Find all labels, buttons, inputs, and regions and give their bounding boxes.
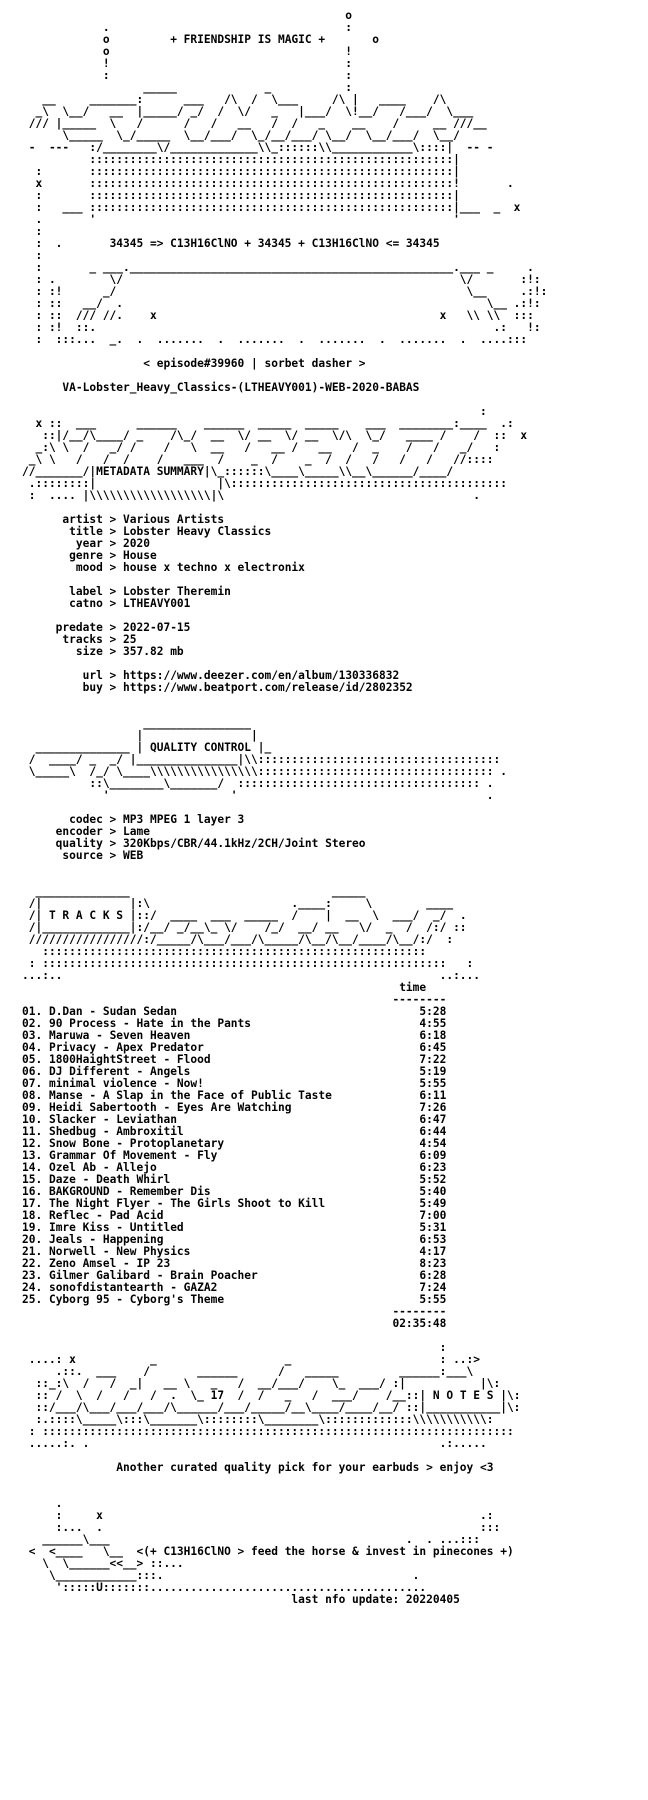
track-title: Grammar Of Movement - Fly	[48, 1149, 218, 1162]
track-time: 5:28	[419, 1005, 447, 1018]
track-number: 19.	[22, 1221, 49, 1234]
track-time: 7:22	[419, 1053, 447, 1066]
track-time: 6:18	[419, 1029, 447, 1042]
track-time: 6:28	[419, 1269, 447, 1282]
track-time: 6:53	[419, 1233, 447, 1246]
track-title: Heidi Sabertooth - Eyes Are Watching	[48, 1101, 292, 1114]
track-number: 20.	[22, 1233, 49, 1246]
track-number: 16.	[22, 1185, 49, 1198]
track-time: 5:55	[419, 1293, 447, 1306]
track-time: 6:23	[419, 1161, 447, 1174]
track-time: 8:23	[419, 1257, 447, 1270]
track-number: 01.	[22, 1005, 49, 1018]
notes-text: Another curated quality pick for your earbuds > enjoy <3	[116, 1461, 494, 1474]
meta-catno: LTHEAVY001	[123, 597, 191, 610]
track-time: 7:00	[419, 1209, 447, 1222]
track-time: 5:52	[419, 1173, 447, 1186]
track-number: 09.	[22, 1101, 49, 1114]
meta-mood: house x techno x electronix	[123, 561, 305, 574]
track-title: minimal violence - Now!	[48, 1077, 204, 1090]
meta-artist: Various Artists	[123, 513, 225, 526]
track-number: 08.	[22, 1089, 49, 1102]
quality-heading: QUALITY CONTROL	[149, 741, 252, 754]
meta-genre: House	[123, 549, 157, 562]
footer-line: <(+ C13H16ClNO > feed the horse & invest in pinecones +)	[136, 1545, 514, 1558]
track-time: 5:31	[419, 1221, 447, 1234]
track-number: 14.	[22, 1161, 49, 1174]
track-time: 6:44	[419, 1125, 447, 1138]
track-title: Jeals - Happening	[48, 1233, 164, 1246]
track-title: Zeno Amsel - IP 23	[48, 1257, 171, 1270]
track-title: D.Dan - Sudan Sedan	[48, 1005, 177, 1018]
track-number: 17.	[22, 1197, 49, 1210]
track-time: 5:55	[419, 1077, 447, 1090]
track-title: The Night Flyer - The Girls Shoot to Kill	[48, 1197, 326, 1210]
track-number: 25.	[22, 1293, 49, 1306]
meta-tracks: 25	[123, 633, 137, 646]
metadata-heading: METADATA SUMMARY	[96, 465, 204, 478]
meta-label: Lobster Theremin	[123, 585, 231, 598]
top-ascii-art: o . : o + FRIENDSHIP IS MAGIC + o o ! ! : : : _____ _ : __ _______: ___ /\ / \___ /\ | ____ /\ _\ \__/ __ |_____/ _/ / \/ _ |___/ \!__/ /___/ \___ /// |_____ \ / / / __ / / _ __ / __ ///__ \_____ \_/_____ \__/___/ \_/__/___/ \__/ \__/___/ \__/ - --- :/________\/_____________\\_::::::\\____________\::::| -- - ::::::::::::::::::::::::::::::::::::::::::::::::::::::| : ::::::::::::::::::::::::::::::::::::::::::::::::::::::| x ::::::::::::::::::::::::::::::::::::::::::::::::::::::! . : ::::::::::::::::::::::::::::::::::::::::::::::::::::::| : ___ ::::::::::::::::::::::::::::::::::::::::::::::::::::::|___ _ x . ' ' : : .	[28, 9, 521, 250]
nfo-document: o . : o + FRIENDSHIP IS MAGIC + o o ! ! : : : _____ _ : __ _______: ___ /\ / \___ /\ | ____ /\ _\ \__/ __ |_____/ _/ / \/ _ |___/ \!__/ /___/ \___ /// |_____ \ / / / __ / / _ __ / __ ///__ \_____ \_/_____ \__/___/ \_/__/___/ \__/ \__/___/ \__/ - --- :/________\/_____________\\_::::::\\____________\::::| -- - ::::::::::::::::::::::::::::::::::::::::::::::::::::::| : ::::::::::::::::::::::::::::::::::::::::::::::::::::::| x ::::::::::::::::::::::::::::::::::::::::::::::::::::::! . : ::::::::::::::::::::::::::::::::::::::::::::::::::::::| : ___ ::::::::::::::::::::::::::::::::::::::::::::::::::::::|___ _ x . ' ' : : . 34345 => C13H16ClNO + 34345 + C13H16ClNO <= 34345 : : _ ___.________________________________________________.___ _ . : . \/ \/ :!: : :! _/ \__ .:!: : :: __/ . \__ .:!: : :: /// //. x x \\ \\ ::: : :! ::. .: !: : :::... _. . ....... . ....... . ....... . ....... . ....::: < episode#39960 | sorbet dasher > VA-Lobster_Heavy_Classics-(LTHEAVY001)-WEB-2020-BABAS : x :: ___ ______ ______ _____ _____ ___ ________:____ .: ::|/__/\____/ _ /\_/ __ \/ __ \/ __ \/\ \_/ ____ / / :: x _:\ \ / _/ / / \ __ / __ / __ / _ / / _/ : _\ \ / / / / ___ / _ / _ / / / / / //:::: //_______/|METADATA SUMMARY|\_::::::\____\_____\\__\______/____/ .::::::::| |\::::::::::::::::::::::::::::::::::::::::: : .... |\\\\\\\\\\\\\\\\\\|\ . artist > Various Artists title > Lobster Heavy Classics year > 2020 genre > House mood > house x techno x electronix label > Lobster Theremin catno > LTHEAVY001 predate > 2022-07-15 tracks > 25 size > 357.82 mb url > https://www.deezer.com/en/album/130336832 buy > https://www.beatport.com/release/id/2802352 ________________ | | ______________ | QUALITY CONTROL |_ / ____/ _ _/ |_______________|\\:::::::::::::::::::::::::::::::::::: \_____\ /_/ \____\\\\\\\\\\\\\\\\::::::::::::::::::::::::::::::::::: . ::\________\_______/ :::::::::::::::::::::::::::::::::::: . ' ' . codec > MP3 MPEG 1 layer 3 encoder > Lame quality > 320Kbps/CBR/44.1kHz/2CH/Joint Stereo source > WEB ______________ _____ /| |:\ .____: \ ____ /| T R A C K S |::/ ____ ___ _____ / | __ \ ___/ _/ . /|_____________|:/__/ _/__\_ \/ /_/ __/ __ \/ _ / /:/ :: /////////////////:/_____/\___/___/\_____/\__/\__/____/\__/:/ : ::::::::::::::::::::::::::::::::::::::::::::::::::::::::: : :::::::::::::::::::::::::::::::::::::::::::::::::::::::::::: : ...:.. ..:... time -------- 01. D.Dan - Sudan Sedan 5:28 02. 90 Process - Hate in the Pants 4:55 03. Maruwa - Seven Heaven 6:18 04. Privacy - Apex Predator 6:45 05. 1800HaightStreet - Flood 7:22 06. DJ Different - Angels 5:19 07. minimal violence - Now! 5:55 08. Manse - A Slap in the Face of Public Taste 6:11 09. Heidi Sabertooth - Eyes Are Watching 7:26 10. Slacker - Leviathan 6:47 11. Shedbug - Ambroxitil 6:44 12. Snow Bone - Protoplanetary 4:54 13. Grammar Of Movement - Fly 6:09 14. Ozel Ab - Allejo 6:23 15. Daze - Death Whirl 5:52 16. BAKGROUND - Remember Dis 5:40 17. The Night Flyer - The Girls Shoot to Kill 5:49 18. Reflec - Pad Acid 7:00 19. Imre Kiss - Untitled 5:31 20. Jeals - Happening 6:53 21. Norwell - New Physics 4:17 22. Zeno Amsel - IP 23 8:23 23. Gilmer Galibard - Brain Poacher 6:28 24. sonofdistantearth - GAZA2 7:24 25. Cyborg 95 - Cyborg's Theme 5:55 -------- 02:35:48 : ....: x _ _ : ..:> .::. ___ / ______ / _____ ______:___\ ::_:\ / / _| __ \ _ / __/___/ \_ ___/ :| |\: :: / \ / / / . \_ 17 / / _ / ___/ /__::| N O T E S |\: ::/___/\___/___/___/\______/___/_____/__\____/____/__/ ::|___________|\: :.::::\_____\:::\_______\::::::::\________\:::::::::::::\\\\\\\\\\\: : :::::::::::::::::::::::::::::::::::::::::::::::::::::::::::::::::::::: .....:. . .:..... Another curated quality pick for your earbuds > enjoy <3 . : x .: :... . ::: ______\___ . . ...::: < <____ \__ <(+ C13H16ClNO > feed the horse & invest in pinecones +) \ \______<<__> ::... \____________:::. . ':::::U:::::::......................................... last nfo update: 20220405	[22, 9, 548, 1606]
track-title: Norwell - New Physics	[48, 1245, 191, 1258]
track-title: Gilmer Galibard - Brain Poacher	[48, 1269, 258, 1282]
track-title: Shedbug - Ambroxitil	[48, 1125, 184, 1138]
quality-source: WEB	[123, 849, 144, 862]
header-tag: + FRIENDSHIP IS MAGIC +	[170, 33, 326, 46]
track-title: Reflec - Pad Acid	[48, 1209, 164, 1222]
track-title: Manse - A Slap in the Face of Public Taste	[48, 1089, 332, 1102]
meta-url[interactable]: https://www.deezer.com/en/album/130336832	[123, 669, 400, 682]
track-number: 10.	[22, 1113, 49, 1126]
track-number: 05.	[22, 1053, 49, 1066]
track-time: 6:11	[419, 1089, 447, 1102]
track-title: sonofdistantearth - GAZA2	[48, 1281, 218, 1294]
track-number: 02.	[22, 1017, 49, 1030]
track-time: 7:24	[419, 1281, 447, 1294]
track-number: 03.	[22, 1029, 49, 1042]
track-number: 12.	[22, 1137, 49, 1150]
quality-quality: 320Kbps/CBR/44.1kHz/2CH/Joint Stereo	[123, 837, 366, 850]
meta-buy[interactable]: https://www.beatport.com/release/id/2802352	[123, 681, 413, 694]
meta-title: Lobster Heavy Classics	[123, 525, 272, 538]
track-time: 5:40	[419, 1185, 447, 1198]
track-number: 13.	[22, 1149, 49, 1162]
meta-predate: 2022-07-15	[123, 621, 191, 634]
track-title: DJ Different - Angels	[48, 1065, 191, 1078]
track-list	[22, 1005, 446, 1306]
meta-year: 2020	[123, 537, 150, 550]
track-number: 15.	[22, 1173, 49, 1186]
track-time: 4:17	[419, 1245, 447, 1258]
track-number: 23.	[22, 1269, 49, 1282]
notes-heading: N O T E S	[432, 1389, 494, 1402]
track-row	[22, 1293, 446, 1306]
track-number: 22.	[22, 1257, 49, 1270]
total-time: 02:35:48	[392, 1317, 447, 1330]
quality-encoder: Lame	[123, 825, 150, 838]
track-title: 1800HaightStreet - Flood	[48, 1053, 211, 1066]
quality-codec: MP3 MPEG 1 layer 3	[123, 813, 245, 826]
track-title: Slacker - Leviathan	[48, 1113, 177, 1126]
last-update: last nfo update: 20220405	[291, 1593, 460, 1606]
episode-line: < episode#39960 | sorbet dasher >	[143, 357, 366, 370]
track-number: 18.	[22, 1209, 49, 1222]
track-title: 90 Process - Hate in the Pants	[48, 1017, 252, 1030]
track-number: 04.	[22, 1041, 49, 1054]
track-time: 7:26	[419, 1101, 447, 1114]
track-time: 5:19	[419, 1065, 447, 1078]
track-title: BAKGROUND - Remember Dis	[48, 1185, 211, 1198]
track-title: Privacy - Apex Predator	[48, 1041, 204, 1054]
track-time: 6:47	[419, 1113, 447, 1126]
track-number: 24.	[22, 1281, 49, 1294]
track-title: Cyborg 95 - Cyborg's Theme	[48, 1293, 225, 1306]
track-title: Maruwa - Seven Heaven	[48, 1029, 191, 1042]
track-number: 11.	[22, 1125, 49, 1138]
track-title: Ozel Ab - Allejo	[48, 1161, 157, 1174]
track-title: Daze - Death Whirl	[48, 1173, 171, 1186]
track-time: 4:54	[419, 1137, 447, 1150]
release-name: VA-Lobster_Heavy_Classics-(LTHEAVY001)-WEB-2020-BABAS	[62, 381, 420, 394]
track-title: Snow Bone - Protoplanetary	[48, 1137, 225, 1150]
track-time: 6:45	[419, 1041, 447, 1054]
track-title: Imre Kiss - Untitled	[48, 1221, 184, 1234]
track-time: 5:49	[419, 1197, 447, 1210]
track-number: 07.	[22, 1077, 49, 1090]
meta-size: 357.82 mb	[123, 645, 184, 658]
track-time: 6:09	[419, 1149, 447, 1162]
formula-line: 34345 => C13H16ClNO + 34345 + C13H16ClNO <= 34345	[109, 237, 440, 250]
track-time: 4:55	[419, 1017, 447, 1030]
tracks-heading: T R A C K S	[48, 909, 124, 922]
tracks-time-header: time	[399, 981, 427, 994]
track-number: 06.	[22, 1065, 49, 1078]
track-number: 21.	[22, 1245, 49, 1258]
